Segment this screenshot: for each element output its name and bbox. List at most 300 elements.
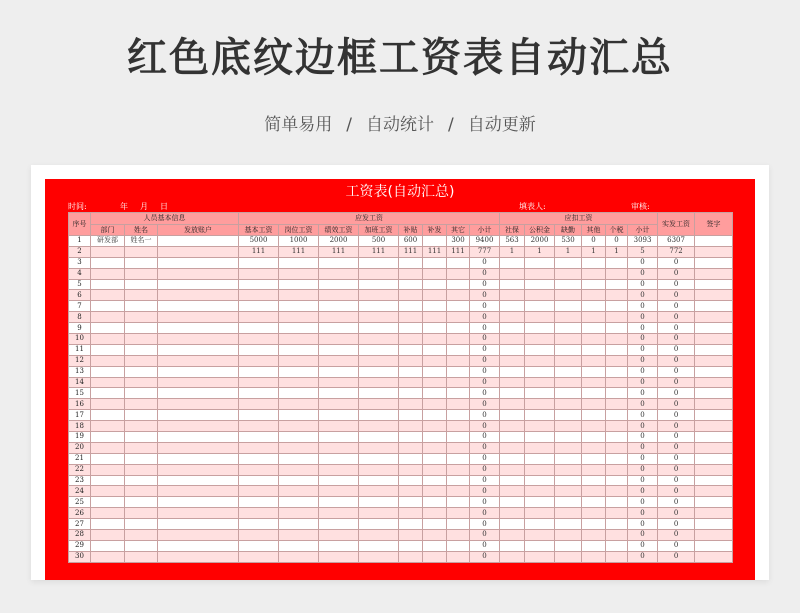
table-cell[interactable] [555, 323, 582, 334]
table-cell[interactable] [695, 257, 733, 268]
table-cell[interactable] [125, 475, 158, 486]
table-cell[interactable] [125, 257, 158, 268]
table-cell[interactable] [525, 519, 555, 530]
table-cell[interactable] [500, 464, 525, 475]
table-cell[interactable] [158, 279, 239, 290]
row-seq-cell[interactable]: 4 [69, 268, 91, 279]
table-cell[interactable] [447, 497, 470, 508]
table-cell[interactable] [447, 268, 470, 279]
table-cell[interactable] [239, 410, 279, 421]
table-cell[interactable] [423, 279, 447, 290]
table-cell[interactable] [500, 323, 525, 334]
table-cell[interactable] [319, 432, 359, 443]
table-cell[interactable]: 0 [628, 355, 658, 366]
table-cell[interactable] [695, 530, 733, 541]
table-cell[interactable] [447, 312, 470, 323]
table-cell[interactable] [319, 486, 359, 497]
table-cell[interactable]: 0 [658, 344, 695, 355]
table-cell[interactable] [91, 464, 125, 475]
table-cell[interactable] [423, 486, 447, 497]
table-cell[interactable] [319, 257, 359, 268]
table-cell[interactable] [399, 301, 423, 312]
table-cell[interactable]: 0 [470, 323, 500, 334]
table-cell[interactable] [525, 366, 555, 377]
table-cell[interactable] [555, 334, 582, 345]
table-cell[interactable] [525, 530, 555, 541]
table-cell[interactable] [359, 432, 399, 443]
table-cell[interactable] [399, 279, 423, 290]
table-cell[interactable] [606, 334, 628, 345]
table-cell[interactable]: 0 [470, 475, 500, 486]
table-cell[interactable] [447, 377, 470, 388]
table-cell[interactable] [91, 486, 125, 497]
table-cell[interactable]: 0 [628, 421, 658, 432]
table-cell[interactable] [91, 388, 125, 399]
table-cell[interactable]: 0 [470, 486, 500, 497]
table-cell[interactable] [399, 442, 423, 453]
row-seq-cell[interactable]: 3 [69, 257, 91, 268]
table-cell[interactable] [606, 432, 628, 443]
table-cell[interactable]: 0 [628, 442, 658, 453]
table-cell[interactable] [447, 355, 470, 366]
table-cell[interactable] [319, 301, 359, 312]
table-cell[interactable]: 0 [628, 334, 658, 345]
table-cell[interactable] [606, 551, 628, 562]
table-cell[interactable]: 0 [628, 530, 658, 541]
table-cell[interactable] [319, 323, 359, 334]
table-cell[interactable] [279, 399, 319, 410]
row-seq-cell[interactable]: 1 [69, 236, 91, 247]
table-cell[interactable] [359, 377, 399, 388]
table-cell[interactable]: 1 [500, 246, 525, 257]
table-cell[interactable]: 0 [470, 551, 500, 562]
table-cell[interactable] [319, 377, 359, 388]
table-cell[interactable]: 0 [658, 410, 695, 421]
row-seq-cell[interactable]: 18 [69, 421, 91, 432]
table-cell[interactable] [359, 551, 399, 562]
table-cell[interactable] [500, 540, 525, 551]
table-cell[interactable]: 0 [470, 410, 500, 421]
table-cell[interactable]: 0 [658, 257, 695, 268]
table-cell[interactable]: 0 [658, 366, 695, 377]
table-cell[interactable] [158, 290, 239, 301]
table-cell[interactable] [239, 432, 279, 443]
table-cell[interactable] [500, 475, 525, 486]
table-cell[interactable] [525, 323, 555, 334]
row-seq-cell[interactable]: 27 [69, 519, 91, 530]
table-cell[interactable] [239, 530, 279, 541]
table-cell[interactable] [319, 268, 359, 279]
table-cell[interactable] [447, 279, 470, 290]
table-cell[interactable] [447, 257, 470, 268]
table-cell[interactable] [239, 453, 279, 464]
table-cell[interactable] [158, 301, 239, 312]
table-cell[interactable] [239, 366, 279, 377]
table-cell[interactable] [447, 551, 470, 562]
table-cell[interactable] [91, 344, 125, 355]
table-cell[interactable] [279, 279, 319, 290]
table-cell[interactable] [359, 290, 399, 301]
table-cell[interactable] [158, 399, 239, 410]
table-cell[interactable]: 0 [628, 268, 658, 279]
table-cell[interactable] [582, 540, 606, 551]
table-cell[interactable] [606, 421, 628, 432]
table-cell[interactable] [279, 442, 319, 453]
table-cell[interactable] [695, 442, 733, 453]
table-cell[interactable] [279, 530, 319, 541]
table-cell[interactable] [125, 551, 158, 562]
table-cell[interactable] [359, 519, 399, 530]
row-seq-cell[interactable]: 22 [69, 464, 91, 475]
row-seq-cell[interactable]: 26 [69, 508, 91, 519]
table-cell[interactable]: 0 [628, 290, 658, 301]
row-seq-cell[interactable]: 10 [69, 334, 91, 345]
table-cell[interactable] [555, 301, 582, 312]
table-cell[interactable] [158, 442, 239, 453]
table-cell[interactable] [239, 312, 279, 323]
table-cell[interactable] [158, 475, 239, 486]
row-seq-cell[interactable]: 23 [69, 475, 91, 486]
table-cell[interactable] [695, 497, 733, 508]
table-cell[interactable] [582, 421, 606, 432]
table-cell[interactable] [423, 421, 447, 432]
table-cell[interactable] [555, 497, 582, 508]
table-cell[interactable] [525, 334, 555, 345]
table-cell[interactable] [279, 453, 319, 464]
table-cell[interactable]: 0 [658, 312, 695, 323]
table-cell[interactable] [582, 464, 606, 475]
table-cell[interactable] [91, 410, 125, 421]
table-cell[interactable]: 0 [628, 475, 658, 486]
table-cell[interactable] [319, 344, 359, 355]
table-cell[interactable] [125, 421, 158, 432]
table-cell[interactable] [91, 268, 125, 279]
table-cell[interactable] [125, 246, 158, 257]
table-cell[interactable] [500, 388, 525, 399]
table-cell[interactable] [582, 279, 606, 290]
table-cell[interactable] [125, 366, 158, 377]
table-cell[interactable] [606, 344, 628, 355]
table-cell[interactable]: 300 [447, 236, 470, 247]
table-cell[interactable] [582, 551, 606, 562]
table-cell[interactable] [695, 551, 733, 562]
table-cell[interactable] [158, 540, 239, 551]
table-cell[interactable]: 111 [447, 246, 470, 257]
table-cell[interactable] [582, 344, 606, 355]
table-cell[interactable]: 5 [628, 246, 658, 257]
table-cell[interactable]: 0 [470, 268, 500, 279]
table-cell[interactable] [525, 421, 555, 432]
table-cell[interactable]: 0 [658, 453, 695, 464]
table-cell[interactable] [582, 355, 606, 366]
table-cell[interactable] [359, 366, 399, 377]
table-cell[interactable] [500, 312, 525, 323]
table-cell[interactable] [606, 301, 628, 312]
table-cell[interactable] [239, 442, 279, 453]
table-cell[interactable] [279, 344, 319, 355]
table-cell[interactable] [500, 410, 525, 421]
table-cell[interactable] [525, 377, 555, 388]
table-cell[interactable]: 0 [628, 486, 658, 497]
table-cell[interactable] [423, 344, 447, 355]
table-cell[interactable] [500, 399, 525, 410]
table-cell[interactable]: 0 [658, 551, 695, 562]
table-cell[interactable] [239, 323, 279, 334]
table-cell[interactable] [525, 312, 555, 323]
table-cell[interactable]: 0 [628, 453, 658, 464]
table-cell[interactable] [423, 366, 447, 377]
table-cell[interactable] [695, 421, 733, 432]
table-cell[interactable] [447, 366, 470, 377]
table-cell[interactable] [239, 508, 279, 519]
table-cell[interactable]: 0 [470, 355, 500, 366]
table-cell[interactable]: 0 [470, 508, 500, 519]
table-cell[interactable] [582, 486, 606, 497]
table-cell[interactable] [279, 334, 319, 345]
table-cell[interactable] [555, 388, 582, 399]
table-cell[interactable] [319, 519, 359, 530]
table-cell[interactable] [359, 334, 399, 345]
table-cell[interactable] [606, 323, 628, 334]
table-cell[interactable]: 0 [470, 421, 500, 432]
table-cell[interactable] [500, 257, 525, 268]
table-cell[interactable] [319, 508, 359, 519]
table-cell[interactable]: 530 [555, 236, 582, 247]
table-cell[interactable] [447, 399, 470, 410]
table-cell[interactable] [399, 377, 423, 388]
table-cell[interactable]: 0 [628, 540, 658, 551]
table-cell[interactable] [447, 475, 470, 486]
table-cell[interactable] [606, 540, 628, 551]
table-cell[interactable] [525, 410, 555, 421]
table-cell[interactable]: 0 [628, 497, 658, 508]
table-cell[interactable] [525, 442, 555, 453]
table-cell[interactable] [500, 344, 525, 355]
table-cell[interactable] [525, 290, 555, 301]
table-cell[interactable]: 姓名一 [125, 236, 158, 247]
table-cell[interactable] [239, 497, 279, 508]
table-cell[interactable] [695, 453, 733, 464]
table-cell[interactable]: 111 [423, 246, 447, 257]
table-cell[interactable] [500, 519, 525, 530]
table-cell[interactable] [359, 323, 399, 334]
table-cell[interactable] [423, 236, 447, 247]
table-cell[interactable] [500, 421, 525, 432]
table-cell[interactable] [399, 268, 423, 279]
table-cell[interactable] [447, 290, 470, 301]
row-seq-cell[interactable]: 29 [69, 540, 91, 551]
table-cell[interactable]: 0 [470, 497, 500, 508]
table-cell[interactable] [423, 519, 447, 530]
table-cell[interactable] [500, 268, 525, 279]
table-cell[interactable] [582, 257, 606, 268]
row-seq-cell[interactable]: 14 [69, 377, 91, 388]
table-cell[interactable] [319, 464, 359, 475]
table-cell[interactable]: 111 [399, 246, 423, 257]
table-cell[interactable] [582, 268, 606, 279]
table-cell[interactable]: 0 [658, 399, 695, 410]
table-cell[interactable] [399, 312, 423, 323]
table-cell[interactable] [606, 464, 628, 475]
table-cell[interactable] [500, 508, 525, 519]
table-cell[interactable] [359, 421, 399, 432]
table-cell[interactable]: 0 [470, 519, 500, 530]
table-cell[interactable] [359, 410, 399, 421]
table-cell[interactable] [606, 257, 628, 268]
table-cell[interactable]: 0 [628, 388, 658, 399]
table-cell[interactable] [158, 410, 239, 421]
table-cell[interactable] [399, 540, 423, 551]
table-cell[interactable] [279, 410, 319, 421]
table-cell[interactable] [423, 268, 447, 279]
table-cell[interactable] [158, 551, 239, 562]
table-cell[interactable] [423, 475, 447, 486]
table-cell[interactable] [695, 236, 733, 247]
table-cell[interactable] [447, 344, 470, 355]
table-cell[interactable] [158, 334, 239, 345]
table-cell[interactable] [582, 442, 606, 453]
table-cell[interactable]: 0 [658, 301, 695, 312]
table-cell[interactable] [359, 497, 399, 508]
table-cell[interactable]: 0 [628, 344, 658, 355]
table-cell[interactable] [399, 497, 423, 508]
table-cell[interactable] [555, 421, 582, 432]
table-cell[interactable] [423, 334, 447, 345]
table-cell[interactable] [125, 486, 158, 497]
table-cell[interactable] [279, 475, 319, 486]
table-cell[interactable] [319, 540, 359, 551]
table-cell[interactable] [423, 432, 447, 443]
table-cell[interactable]: 0 [470, 257, 500, 268]
table-cell[interactable]: 1 [525, 246, 555, 257]
table-cell[interactable]: 0 [658, 432, 695, 443]
table-cell[interactable] [359, 530, 399, 541]
row-seq-cell[interactable]: 20 [69, 442, 91, 453]
table-cell[interactable] [525, 475, 555, 486]
table-cell[interactable] [423, 257, 447, 268]
table-cell[interactable] [525, 432, 555, 443]
table-cell[interactable] [525, 301, 555, 312]
table-cell[interactable] [319, 551, 359, 562]
table-cell[interactable] [423, 410, 447, 421]
table-cell[interactable] [359, 475, 399, 486]
table-cell[interactable] [359, 540, 399, 551]
table-cell[interactable] [359, 355, 399, 366]
table-cell[interactable]: 0 [628, 257, 658, 268]
table-cell[interactable] [91, 540, 125, 551]
table-cell[interactable] [158, 519, 239, 530]
table-cell[interactable] [555, 399, 582, 410]
table-cell[interactable] [125, 453, 158, 464]
table-cell[interactable] [447, 388, 470, 399]
table-cell[interactable] [279, 366, 319, 377]
table-cell[interactable] [606, 486, 628, 497]
table-cell[interactable] [695, 301, 733, 312]
table-cell[interactable]: 0 [470, 290, 500, 301]
table-cell[interactable] [319, 279, 359, 290]
table-cell[interactable] [606, 497, 628, 508]
table-cell[interactable] [500, 301, 525, 312]
table-cell[interactable]: 2000 [525, 236, 555, 247]
table-cell[interactable] [447, 519, 470, 530]
table-cell[interactable] [158, 421, 239, 432]
table-cell[interactable]: 0 [658, 464, 695, 475]
table-cell[interactable] [555, 290, 582, 301]
table-cell[interactable]: 0 [470, 279, 500, 290]
table-cell[interactable] [279, 508, 319, 519]
table-cell[interactable] [399, 388, 423, 399]
table-cell[interactable] [555, 355, 582, 366]
table-cell[interactable] [423, 497, 447, 508]
table-cell[interactable] [91, 551, 125, 562]
table-cell[interactable] [399, 519, 423, 530]
table-cell[interactable]: 1 [606, 246, 628, 257]
table-cell[interactable]: 0 [628, 410, 658, 421]
table-cell[interactable] [125, 334, 158, 345]
table-cell[interactable] [399, 290, 423, 301]
table-cell[interactable] [239, 464, 279, 475]
table-cell[interactable] [319, 334, 359, 345]
table-cell[interactable]: 0 [470, 432, 500, 443]
table-cell[interactable]: 500 [359, 236, 399, 247]
table-cell[interactable] [91, 257, 125, 268]
table-cell[interactable] [279, 312, 319, 323]
table-cell[interactable] [279, 268, 319, 279]
table-cell[interactable] [125, 464, 158, 475]
table-cell[interactable] [319, 399, 359, 410]
table-cell[interactable] [319, 290, 359, 301]
table-cell[interactable] [606, 366, 628, 377]
row-seq-cell[interactable]: 17 [69, 410, 91, 421]
table-cell[interactable] [125, 530, 158, 541]
table-cell[interactable] [525, 355, 555, 366]
table-cell[interactable] [399, 530, 423, 541]
table-cell[interactable] [91, 312, 125, 323]
table-cell[interactable]: 0 [470, 312, 500, 323]
table-cell[interactable] [695, 344, 733, 355]
table-cell[interactable] [423, 530, 447, 541]
table-cell[interactable] [447, 486, 470, 497]
table-cell[interactable] [91, 399, 125, 410]
table-cell[interactable] [279, 421, 319, 432]
table-cell[interactable] [319, 366, 359, 377]
table-cell[interactable] [125, 497, 158, 508]
table-cell[interactable] [606, 475, 628, 486]
table-cell[interactable] [359, 442, 399, 453]
table-cell[interactable] [125, 323, 158, 334]
table-cell[interactable]: 0 [470, 442, 500, 453]
table-cell[interactable]: 0 [470, 388, 500, 399]
table-cell[interactable] [279, 497, 319, 508]
row-seq-cell[interactable]: 5 [69, 279, 91, 290]
table-cell[interactable] [91, 355, 125, 366]
table-cell[interactable] [555, 410, 582, 421]
table-cell[interactable] [399, 366, 423, 377]
row-seq-cell[interactable]: 8 [69, 312, 91, 323]
table-cell[interactable]: 0 [658, 540, 695, 551]
table-cell[interactable] [158, 236, 239, 247]
table-cell[interactable] [125, 312, 158, 323]
table-cell[interactable] [582, 508, 606, 519]
table-cell[interactable] [500, 366, 525, 377]
table-cell[interactable] [125, 268, 158, 279]
table-cell[interactable] [500, 453, 525, 464]
table-cell[interactable] [91, 421, 125, 432]
table-cell[interactable]: 9400 [470, 236, 500, 247]
table-cell[interactable] [279, 519, 319, 530]
table-cell[interactable] [239, 475, 279, 486]
table-cell[interactable] [555, 279, 582, 290]
